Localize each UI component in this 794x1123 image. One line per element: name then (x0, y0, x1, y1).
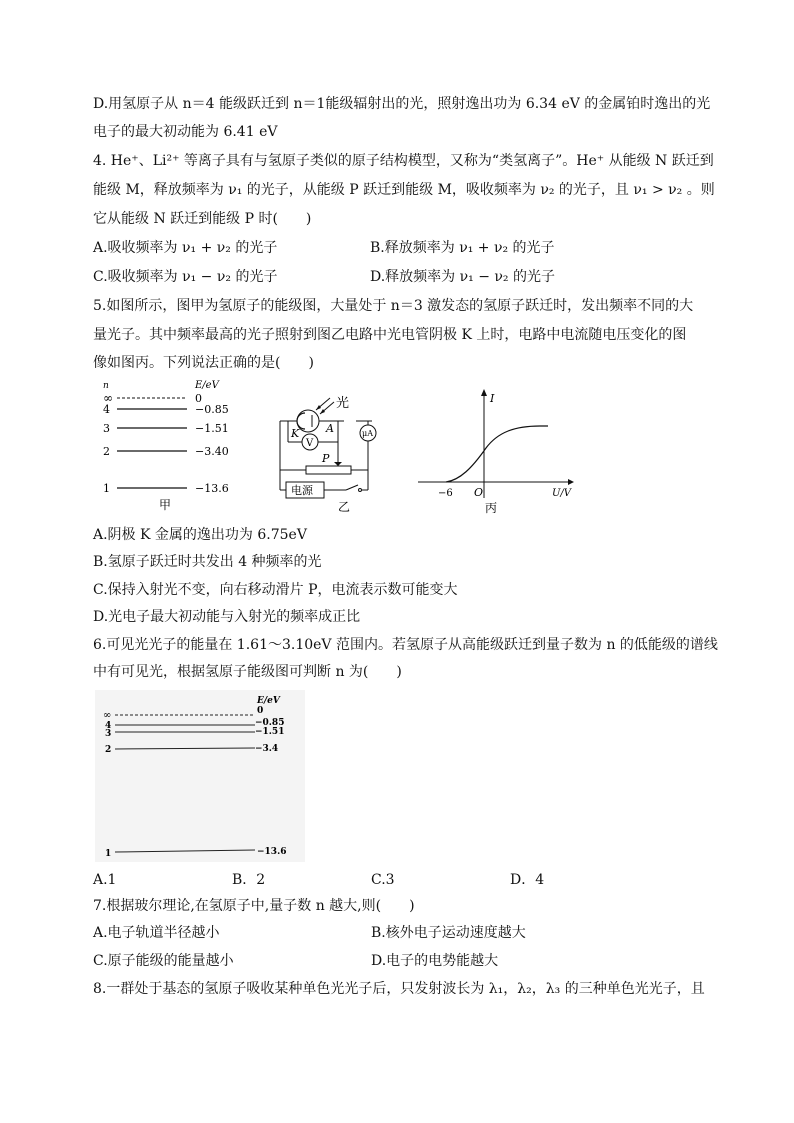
jia-level-3-n: 3 (103, 422, 110, 435)
q-prev-option-d-line1: D.用氢原子从 n＝4 能级跃迁到 n＝1能级辐射出的光，照射逸出功为 6.34 eV 的金属铂时逸出的光 (93, 96, 711, 112)
q5-option-a: A.阴极 K 金属的逸出功为 6.75eV (93, 527, 307, 543)
q4-option-d: D.释放频率为 ν₁ − ν₂ 的光子 (370, 269, 555, 285)
q6-figure-energy-levels (95, 690, 305, 862)
q7-stem: 7.根据玻尔理论,在氢原子中,量子数 n 越大,则( ) (93, 898, 415, 914)
yi-caption: 乙 (338, 500, 351, 514)
q6-stem-line2: 中有可见光，根据氢原子能级图可判断 n 为( ) (93, 664, 402, 680)
scan-background (95, 690, 305, 862)
q6-option-a: A.1 (93, 872, 117, 888)
q6-stem-line1: 6.可见光光子的能量在 1.61～3.10eV 范围内。若氢原子从高能级跃迁到量子数为 n 的低能级的谱线 (93, 637, 718, 653)
q5-option-b: B.氢原子跃迁时共发出 4 种频率的光 (93, 554, 322, 570)
q6-level-1-e: −13.6 (257, 847, 287, 857)
q6-level-inf-e: 0 (257, 706, 264, 716)
bing-caption: 丙 (485, 501, 498, 515)
jia-level-4-e: −0.85 (195, 403, 229, 416)
jia-level-inf-e: 0 (195, 392, 202, 405)
slider-p-arrow (334, 462, 342, 466)
microammeter-label: μA (362, 429, 373, 438)
q4-stem-line2: 能级 M，释放频率为 ν₁ 的光子，从能级 P 跃迁到能级 M，吸收频率为 ν₂ 的光子，且 ν₁ > ν₂ 。则 (93, 182, 715, 198)
q6-level-3-e: −1.51 (255, 727, 285, 737)
q5-stem-line1: 5.如图所示，图甲为氢原子的能级图，大量处于 n＝3 激发态的氢原子跃迁时，发出频率不同的大 (93, 298, 694, 314)
q5-option-d: D.光电子最大初动能与入射光的频率成正比 (93, 609, 361, 625)
jia-level-inf-n: ∞ (103, 391, 113, 405)
anode-a-label: A (326, 422, 334, 435)
jia-level-3-e: −1.51 (195, 422, 229, 435)
cathode-k-label: K (291, 427, 300, 440)
q4-stem-line1: 4. He⁺、Li²⁺ 等离子具有与氢原子类似的原子结构模型，又称为“类氢离子”。He⁺ 从能级 N 跃迁到 (93, 153, 714, 169)
q4-option-c: C.吸收频率为 ν₁ − ν₂ 的光子 (93, 269, 278, 285)
q8-stem-line1: 8.一群处于基态的氢原子吸收某种单色光光子后，只发射波长为 λ₁，λ₂，λ₃ 的三种单色光光子，且 (93, 981, 705, 997)
q7-option-a: A.电子轨道半径越小 (93, 925, 220, 941)
q5-figure-bing-iu-curve (410, 386, 580, 516)
q6-level-inf-n: ∞ (103, 710, 112, 721)
q-prev-option-d-line2: 电子的最大初动能为 6.41 eV (93, 124, 278, 140)
bing-i-axis-arrow (481, 389, 487, 396)
bing-iu-curve (446, 426, 548, 482)
q6-level-2-e: −3.4 (255, 744, 279, 754)
jia-level-1-e: −13.6 (195, 482, 229, 495)
q6-level-4-e: −0.85 (255, 718, 285, 728)
q4-stem-line3: 它从能级 N 跃迁到能级 P 时( ) (93, 211, 312, 227)
bing-u-axis-arrow (568, 479, 574, 485)
q5-option-c: C.保持入射光不变，向右移动滑片 P，电流表示数可能变大 (93, 582, 458, 598)
voltmeter-label: V (306, 438, 314, 449)
switch (346, 485, 358, 490)
light-label: 光 (336, 396, 350, 411)
q5-stem-line3: 像如图丙。下列说法正确的是( ) (93, 355, 314, 371)
bing-tick-label: −6 (438, 488, 453, 499)
power-source-label: 电源 (291, 484, 313, 497)
q6-level-4-n: 4 (105, 721, 112, 731)
q7-option-b: B.核外电子运动速度越大 (371, 925, 526, 941)
q5-figure-yi-circuit (268, 390, 393, 515)
jia-energy-axis-label: E/eV (195, 380, 219, 391)
jia-level-4-n: 4 (103, 403, 110, 416)
q6-option-d: D．4 (510, 872, 545, 888)
q6-energy-axis-label: E/eV (257, 696, 280, 706)
q6-level-2-n: 2 (105, 745, 112, 755)
phototube (297, 410, 319, 432)
q4-option-a: A.吸收频率为 ν₁ + ν₂ 的光子 (93, 240, 278, 256)
jia-caption: 甲 (159, 498, 172, 512)
q6-level-1-n: 1 (105, 849, 112, 859)
q7-option-d: D.电子的电势能越大 (371, 953, 499, 969)
bing-origin-label: O (474, 486, 484, 499)
q6-option-b: B．2 (232, 872, 266, 888)
jia-level-2-n: 2 (103, 445, 110, 458)
q7-option-c: C.原子能级的能量越小 (93, 953, 234, 969)
q6-level-3-n: 3 (105, 729, 112, 739)
q4-option-b: B.释放频率为 ν₁ + ν₂ 的光子 (370, 240, 555, 256)
switch-contact (359, 489, 362, 492)
bing-u-label: U/V (552, 488, 572, 499)
slider-p-label: P (322, 452, 330, 465)
jia-level-2-e: −3.40 (195, 445, 229, 458)
q5-stem-line2: 量光子。其中频率最高的光子照射到图乙电路中光电管阴极 K 上时，电路中电流随电压变化的图 (93, 327, 687, 343)
q5-figure-jia-energy-levels (95, 378, 245, 513)
jia-level-1-n: 1 (103, 482, 110, 495)
jia-n-axis-label: n (103, 381, 109, 391)
bing-i-label: I (490, 392, 495, 405)
q6-option-c: C.3 (371, 872, 395, 888)
rheostat (306, 466, 351, 474)
